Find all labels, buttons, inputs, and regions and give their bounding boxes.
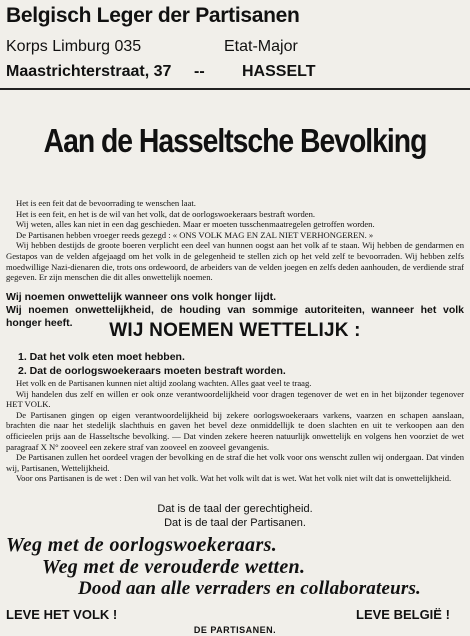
justice-line: Dat is de taal der gerechtigheid.: [157, 503, 313, 515]
justice-statement: [0, 502, 470, 530]
signature: DE PARTISANEN.: [193, 625, 277, 635]
cheer-left: LEVE HET VOLK !: [6, 607, 118, 622]
statement: Wij noemen onwettelijkheid, de houding van sommige autoriteiten, wanneer het volk honger heeft.: [6, 304, 464, 329]
intro-paragraph: Het is een feit dat de bevoorrading te wenschen laat.: [16, 198, 196, 208]
demand-item: 1. Dat het volk eten moet hebben.: [18, 351, 185, 363]
organization-name: Belgisch Leger der Partisanen: [6, 4, 300, 27]
korps-line: [6, 38, 298, 56]
intro-section: [6, 198, 464, 283]
intro-paragraph: Het is een feit, en het is de wil van het volk, dat de oorlogswoekeraars bestraft worden.: [16, 208, 316, 219]
headline: WIJ NOEMEN WETTELIJK :: [109, 320, 361, 341]
header-divider: [0, 88, 470, 90]
slogan-line: Weg met de verouderde wetten.: [42, 556, 306, 578]
body-section: [6, 378, 464, 484]
korps-label: Korps Limburg 035: [6, 38, 142, 55]
slogan-line: Weg met de oorlogswoekeraars.: [6, 534, 278, 556]
page-title: Aan de Hasseltsche Bevolking: [43, 122, 427, 159]
justice-line: Dat is de taal der Partisanen.: [164, 517, 306, 529]
statement: Wij noemen onwettelijk wanneer ons volk honger lijdt.: [6, 291, 277, 303]
body-paragraph: De Partisanen gingen op eigen verantwoordelijkheid bij zekere oorlogswoekeraars varkens, vaarzen en schapen aanslaan, brachten die naar het stedelijk slachthuis en gaven het bevel deze onmiddellijk te doen slachten en uit te verkoopen aan den officieelen prijs aan de Hasseltsche bevolking. — Dat vinden zekere heeren natuurlijk onwettelijk en volgens hen voorziet de wet paragraaf X N° zooveel een zekere straf van zooveel en zooveel gevangenis.: [6, 409, 464, 452]
body-paragraph: De Partisanen zullen het oordeel vragen der bevolking en de straf die het volk voor ons wenscht zullen wij ondergaan. Dat vinden wij, Partisanen, Wettelijkheid.: [6, 452, 464, 473]
etat-major-label: Etat-Major: [224, 38, 298, 55]
city-name: HASSELT: [242, 63, 316, 80]
address-line: [6, 63, 316, 81]
demands-list: [18, 350, 458, 378]
intro-paragraph: De Partisanen hebben vroeger reeds gezegd : « ONS VOLK MAG EN ZAL NIET VERHONGEREN. »: [16, 229, 374, 240]
body-paragraph: Voor ons Partisanen is de wet : Den wil van het volk. Wat het volk wilt dat is wet. Wat het volk niet wilt dat is onwettelijkheid.: [16, 473, 452, 484]
slogan-line: Dood aan alle verraders en collaborateurs.: [78, 578, 422, 599]
body-paragraph: Wij handelen dus zelf en willen er ook onze verantwoordelijkheid voor dragen tegenover de wet en in het bijzonder tegenover HET VOLK.: [6, 388, 464, 410]
body-paragraph: Het volk en de Partisanen kunnen niet altijd zoolang wachten. Alles gaat veel te traag.: [16, 378, 312, 388]
demand-item: 2. Dat de oorlogswoekeraars moeten bestraft worden.: [18, 365, 286, 377]
intro-paragraph: Wij weten, alles kan niet in een dag geschieden. Maar er moeten tusschenmaatregelen getroffen worden.: [16, 219, 375, 230]
street-address: Maastrichterstraat, 37: [6, 63, 172, 80]
cheer-right: LEVE BELGIË !: [356, 607, 450, 622]
address-separator: --: [194, 63, 205, 80]
intro-paragraph: Wij hebben destijds de groote boeren verplicht een deel van hunnen oogst aan het volk af te staan. Wij hebben de gendarmen en Gestapos van de velden afgejaagd om het volk in de gelegenheid te stellen zich op het veld zelf te bevoorraden. Wij hebben zelfs moedwillige Nazi-dienaren die, trots ons ordewoord, de arbeiders van de velden joegen en zelfs deden aanhouden, de verdiende straf gegeven. Er zijn menschen die dit alles onwettelijk noemen.: [6, 240, 464, 283]
